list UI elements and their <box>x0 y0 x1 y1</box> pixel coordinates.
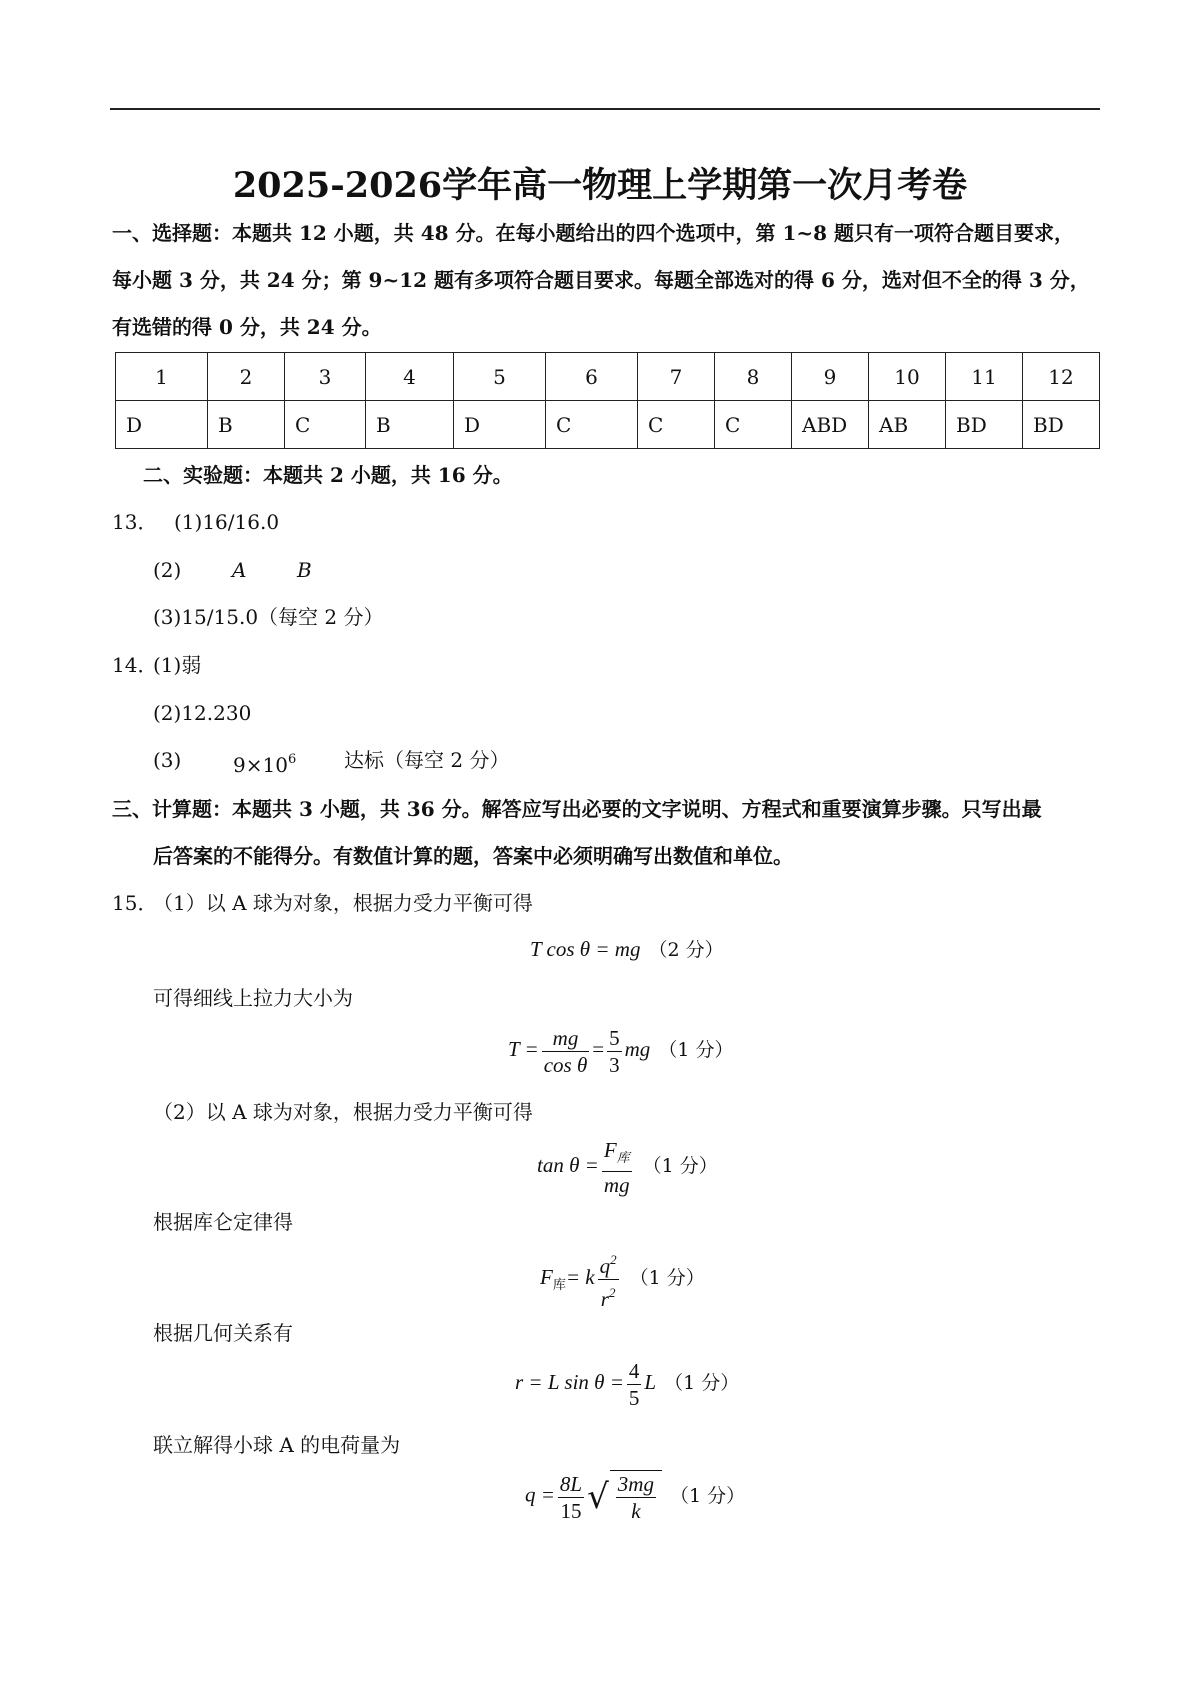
answer-cell: BD <box>946 401 1023 449</box>
q14-number: 14． <box>112 653 158 677</box>
answer-cell: B <box>208 401 285 449</box>
equation-6-numerator: 8L <box>559 1471 583 1496</box>
equation-2 <box>508 1025 733 1078</box>
q15-number: 15． <box>112 891 158 915</box>
q14-part3-note: 达标（每空 2 分） <box>344 748 510 772</box>
q15-step2-text: 可得细线上拉力大小为 <box>153 986 353 1010</box>
question-number-cell: 4 <box>366 353 454 401</box>
q14-part3-value-exponent: 6 <box>287 752 297 767</box>
equation-3-numerator <box>602 1137 632 1172</box>
equation-4-score: （1 分） <box>629 1267 705 1289</box>
q13-part2-answer-b: B <box>297 558 312 582</box>
question-number-cell: 7 <box>638 353 715 401</box>
header-rule <box>110 108 1100 110</box>
equation-5-fraction <box>627 1358 642 1411</box>
equation-4-f: F <box>540 1265 553 1289</box>
answer-cell: D <box>116 401 208 449</box>
page-title: 2025-2026学年高一物理上学期第一次月考卷 <box>232 165 968 206</box>
question-number-cell: 10 <box>869 353 946 401</box>
equation-2-numerator: mg <box>542 1025 590 1052</box>
question-number-cell: 3 <box>285 353 366 401</box>
equation-4-denominator-r: r <box>600 1287 609 1311</box>
equation-5-score: （1 分） <box>664 1372 740 1394</box>
answer-cell: C <box>546 401 638 449</box>
equation-4-denominator <box>598 1280 619 1312</box>
question-number-cell: 2 <box>208 353 285 401</box>
equation-4-fraction <box>598 1247 619 1312</box>
equation-2-denominator: cos θ <box>543 1053 588 1077</box>
question-number-cell: 6 <box>546 353 638 401</box>
section1-line3: 有选错的得 0 分，共 24 分。 <box>112 315 382 339</box>
equation-2-fraction-2 <box>607 1025 622 1078</box>
equation-6-lhs: q = <box>525 1482 555 1507</box>
question-number-cell: 1 <box>116 353 208 401</box>
equation-3-numerator-f: F <box>603 1138 617 1162</box>
equation-5-lhs: r = L sin θ = <box>515 1370 624 1394</box>
square-root-sign: √ <box>587 1477 609 1517</box>
question-number-cell: 11 <box>946 353 1023 401</box>
q14-part2: (2)12.230 <box>153 701 252 725</box>
q14-part3-label: (3) <box>153 748 182 772</box>
equation-6-radicand-numerator: 3mg <box>617 1472 654 1496</box>
answer-table-number-row <box>116 353 1100 401</box>
answer-cell: C <box>638 401 715 449</box>
answer-cell: B <box>366 401 454 449</box>
q13-number: 13． <box>112 510 158 534</box>
equation-2-equals: = <box>592 1037 605 1061</box>
equation-5-denominator: 5 <box>628 1386 640 1410</box>
equation-3-lhs: tan θ = <box>537 1153 599 1177</box>
equation-2-numerator-2: 5 <box>609 1026 620 1050</box>
section1-line1: 一、选择题：本题共 12 小题，共 48 分。在每小题给出的四个选项中，第 1~8 题只有一项符合题目要求， <box>112 221 1075 245</box>
q14-part1: (1)弱 <box>153 653 202 677</box>
equation-1 <box>530 935 724 962</box>
equation-3-numerator-subscript: 库 <box>616 1150 630 1165</box>
q15-step5-text: 根据几何关系有 <box>153 1321 293 1345</box>
equation-1-body: T cos θ = mg <box>530 937 641 961</box>
equation-6-score: （1 分） <box>669 1484 746 1507</box>
equation-6-radicand <box>610 1470 662 1524</box>
answer-table <box>115 352 1100 449</box>
equation-6-radicand-denominator: k <box>631 1499 641 1523</box>
equation-4-numerator <box>598 1247 619 1280</box>
section2-heading: 二、实验题：本题共 2 小题，共 16 分。 <box>143 463 513 487</box>
answer-cell: ABD <box>792 401 869 449</box>
equation-4-denominator-exponent: 2 <box>608 1285 616 1300</box>
equation-4-subscript: 库 <box>552 1278 566 1293</box>
q14-part3-value <box>233 745 296 780</box>
q13-part2-answer-a: A <box>232 558 247 582</box>
equation-3-fraction <box>602 1137 632 1198</box>
answer-cell: D <box>454 401 546 449</box>
equation-3-score: （1 分） <box>642 1155 718 1177</box>
equation-2-tail: mg <box>624 1037 651 1061</box>
equation-2-score: （1 分） <box>658 1039 734 1061</box>
equation-4 <box>540 1247 705 1312</box>
q14-part3-value-base: 9×10 <box>233 753 288 777</box>
equation-6-radicand-fraction <box>616 1471 656 1524</box>
section3-line1: 三、计算题：本题共 3 小题，共 36 分。解答应写出必要的文字说明、方程式和重要演算步骤。只写出最 <box>112 797 1042 821</box>
q13-part2-label: (2) <box>153 558 182 582</box>
q15-step1-text: （1）以 A 球为对象，根据力受力平衡可得 <box>153 891 533 915</box>
question-number-cell: 12 <box>1023 353 1100 401</box>
section3-line2: 后答案的不能得分。有数值计算的题，答案中必须明确写出数值和单位。 <box>153 844 793 868</box>
equation-3-denominator: mg <box>603 1173 630 1197</box>
question-number-cell: 5 <box>454 353 546 401</box>
answer-cell: BD <box>1023 401 1100 449</box>
equation-3 <box>537 1137 718 1198</box>
equation-6-denominator: 15 <box>560 1498 582 1523</box>
equation-4-equals-k: = k <box>565 1265 595 1289</box>
equation-5-tail: L <box>644 1370 657 1394</box>
equation-4-numerator-exponent: 2 <box>610 1252 617 1267</box>
question-number-cell: 8 <box>715 353 792 401</box>
q13-part1: (1)16/16.0 <box>174 510 280 534</box>
q15-step4-text: 根据库仑定律得 <box>153 1210 293 1234</box>
equation-2-denominator-2: 3 <box>609 1053 620 1077</box>
equation-4-numerator-q: q <box>599 1254 611 1278</box>
answer-cell: C <box>715 401 792 449</box>
equation-5-numerator: 4 <box>628 1359 640 1383</box>
q13-part3: (3)15/15.0（每空 2 分） <box>153 605 384 629</box>
section1-line2: 每小题 3 分，共 24 分；第 9~12 题有多项符合题目要求。每题全部选对的得 6 分，选对但不全的得 3 分， <box>112 268 1090 292</box>
answer-cell: AB <box>869 401 946 449</box>
answer-cell: C <box>285 401 366 449</box>
equation-2-lhs: T = <box>508 1037 539 1061</box>
equation-2-fraction <box>542 1025 590 1078</box>
equation-6 <box>525 1470 745 1524</box>
equation-1-score: （2 分） <box>648 939 724 961</box>
q15-step3-text: （2）以 A 球为对象，根据力受力平衡可得 <box>153 1100 533 1124</box>
q15-step6-text: 联立解得小球 A 的电荷量为 <box>153 1433 401 1457</box>
question-number-cell: 9 <box>792 353 869 401</box>
answer-table-answer-row <box>116 401 1100 449</box>
equation-6-fraction <box>558 1471 584 1524</box>
equation-5 <box>515 1358 739 1411</box>
